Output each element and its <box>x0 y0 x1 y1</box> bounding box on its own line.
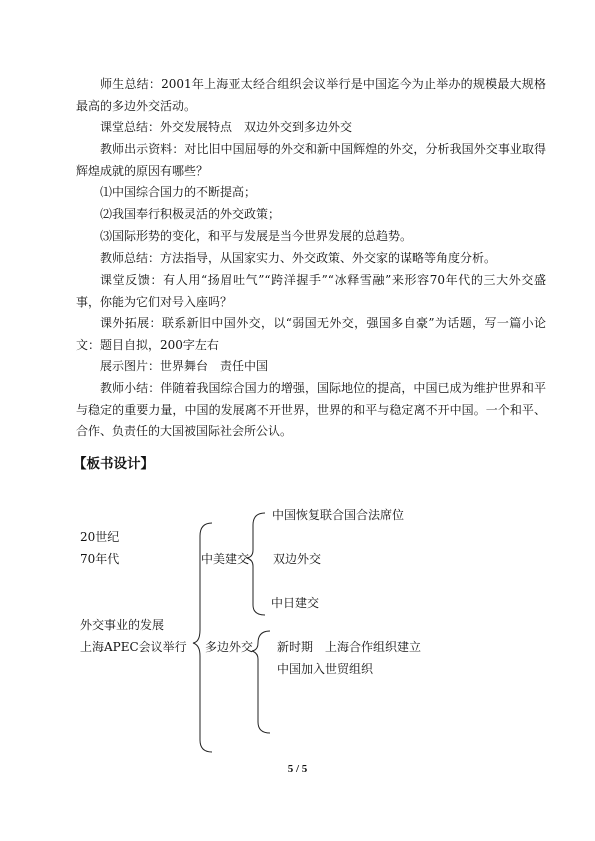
paragraph-summary-apec: 师生总结：2001年上海亚太经合组织会议举行是中国迄今为止举办的规模最大规格最高的多边外交活动。 <box>76 77 546 113</box>
diagram-bilateral: 双边外交 <box>273 552 322 566</box>
diagram-branch-multilateral: 多边外交 <box>205 640 254 654</box>
paragraph-extension: 课外拓展：联系新旧中国外交，以“弱国无外交，强国多自豪”为话题，写一篇小论文：题目自拟，200字左右 <box>76 316 546 352</box>
paragraph-reason-2: ⑵我国奉行积极灵活的外交政策； <box>100 207 281 221</box>
paragraph-reason-1: ⑴中国综合国力的不断提高； <box>100 185 257 199</box>
paragraph-teacher-conclusion: 教师小结：伴随着我国综合国力的增强，国际地位的提高，中国已成为维护世界和平与稳定的重要力量，中国的发展离不开世界，世界的和平与稳定离不开中国。一个和平、合作、负责任的大国被国际社会所公认。 <box>76 381 546 438</box>
paragraph-class-feedback: 课堂反馈：有人用“扬眉吐气”“跨洋握手”“冰释雪融”来形容70年代的三大外交盛事，你能为它们对号入座吗？ <box>76 273 546 309</box>
brace-outer <box>193 523 212 752</box>
brace-upper <box>247 513 265 615</box>
diagram-un-seat: 中国恢复联合国合法席位 <box>272 508 405 522</box>
section-heading-board-design: 【板书设计】 <box>73 456 154 472</box>
paragraph-teacher-summary: 教师总结：方法指导，从国家实力、外交政策、外交家的谋略等角度分析。 <box>100 251 497 265</box>
diagram-era: 20世纪 <box>80 530 120 544</box>
brace-lower <box>252 631 270 733</box>
diagram-decade: 70年代 <box>80 552 120 566</box>
paragraph-class-summary: 课堂总结：外交发展特点 双边外交到多边外交 <box>100 120 353 134</box>
diagram-cause: 外交事业的发展 <box>80 618 165 632</box>
paragraph-show-pictures: 展示图片：世界舞台 责任中国 <box>100 359 269 373</box>
diagram-event: 上海APEC会议举行 <box>80 640 187 654</box>
paragraph-teacher-material: 教师出示资料：对比旧中国屈辱的外交和新中国辉煌的外交，分析我国外交事业取得辉煌成就的原因有哪些？ <box>76 142 546 178</box>
diagram-sco: 新时期 上海合作组织建立 <box>277 640 422 654</box>
diagram-sino-japan: 中日建交 <box>271 596 320 610</box>
page-number: 5 / 5 <box>287 763 308 775</box>
diagram-wto: 中国加入世贸组织 <box>277 662 374 676</box>
paragraph-reason-3: ⑶国际形势的变化，和平与发展是当今世界发展的总趋势。 <box>100 229 413 243</box>
diagram-branch-sino-us: 中美建交 <box>201 552 250 566</box>
